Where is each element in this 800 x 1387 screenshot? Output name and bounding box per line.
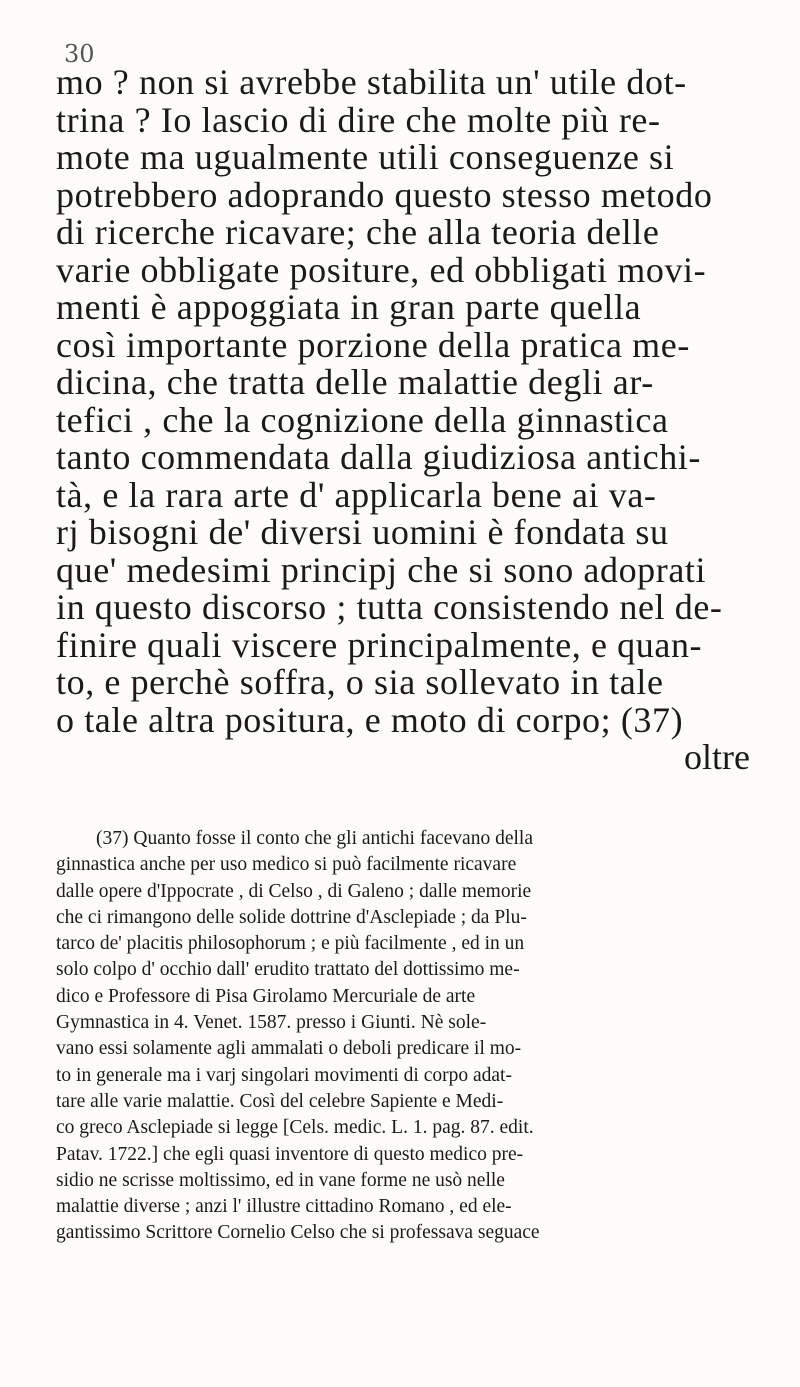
body-line: potrebbero adoprando questo stesso metodo bbox=[56, 174, 713, 215]
footnote-line: malattie diverse ; anzi l' illustre cittadino Romano , ed ele- bbox=[56, 1196, 512, 1218]
body-text bbox=[56, 64, 768, 777]
footnote-line: to in generale ma i varj singolari movimenti di corpo adat- bbox=[56, 1064, 512, 1086]
body-line: o tale altra positura, e moto di corpo; (37) bbox=[56, 699, 684, 740]
body-line: to, e perchè soffra, o sia sollevato in tale bbox=[56, 662, 664, 702]
body-line: di ricerche ricavare; che alla teoria delle bbox=[56, 212, 660, 252]
body-line: tà, e la rara arte d' applicarla bene ai va- bbox=[56, 474, 657, 515]
footnote-line: tare alle varie malattie. Così del celebre Sapiente e Medi- bbox=[56, 1090, 504, 1112]
footnote-line: co greco Asclepiade si legge [Cels. medic. L. 1. pag. 87. edit. bbox=[56, 1117, 534, 1139]
footnote-line: vano essi solamente agli ammalati o deboli predicare il mo- bbox=[56, 1038, 522, 1060]
footnote bbox=[56, 826, 768, 1247]
footnote-line: tarco de' placitis philosophorum ; e più facilmente , ed in un bbox=[56, 933, 525, 955]
body-line: dicina, che tratta delle malattie degli ar- bbox=[56, 362, 654, 402]
body-line: mo ? non si avrebbe stabilita un' utile dot- bbox=[56, 62, 687, 102]
catchword: oltre bbox=[684, 737, 750, 777]
footnote-line: Patav. 1722.] che egli quasi inventore di questo medico pre- bbox=[56, 1143, 524, 1165]
footnote-line: sidio ne scrisse moltissimo, ed in vane forme ne usò nelle bbox=[56, 1169, 505, 1191]
body-line: tanto commendata dalla giudiziosa antichi- bbox=[56, 437, 701, 477]
body-line: menti è appoggiata in gran parte quella bbox=[56, 287, 642, 327]
page-number: 30 bbox=[64, 40, 95, 68]
body-line: in questo discorso ; tutta consistendo nel de- bbox=[56, 587, 723, 627]
footnote-line: solo colpo d' occhio dall' erudito trattato del dottissimo me- bbox=[56, 959, 520, 981]
body-line: trina ? Io lascio di dire che molte più re- bbox=[56, 99, 661, 140]
body-line: tefici , che la cognizione della ginnastica bbox=[56, 399, 669, 440]
footnote-line: dico e Professore di Pisa Girolamo Mercuriale de arte bbox=[56, 985, 476, 1007]
body-line: finire quali viscere principalmente, e quan- bbox=[56, 624, 703, 665]
footnote-line: gantissimo Scrittore Cornelio Celso che si professava seguace bbox=[56, 1222, 540, 1244]
footnote-line: che ci rimangono delle solide dottrine d'Asclepiade ; da Plu- bbox=[56, 906, 527, 928]
body-line: così importante porzione della pratica me- bbox=[56, 324, 690, 365]
body-line: rj bisogni de' diversi uomini è fondata su bbox=[56, 512, 669, 552]
footnote-line: Gymnastica in 4. Venet. 1587. presso i Giunti. Nè sole- bbox=[56, 1012, 487, 1034]
footnote-line: dalle opere d'Ippocrate , di Celso , di Galeno ; dalle memorie bbox=[56, 880, 532, 902]
body-line: varie obbligate positure, ed obbligati movi- bbox=[56, 249, 707, 290]
footnote-line: (37) Quanto fosse il conto che gli antichi facevano della bbox=[96, 828, 533, 849]
body-line: que' medesimi principj che si sono adoprati bbox=[56, 549, 707, 590]
body-line: mote ma ugualmente utili conseguenze si bbox=[56, 137, 675, 177]
footnote-line: ginnastica anche per uso medico si può facilmente ricavare bbox=[56, 854, 517, 876]
